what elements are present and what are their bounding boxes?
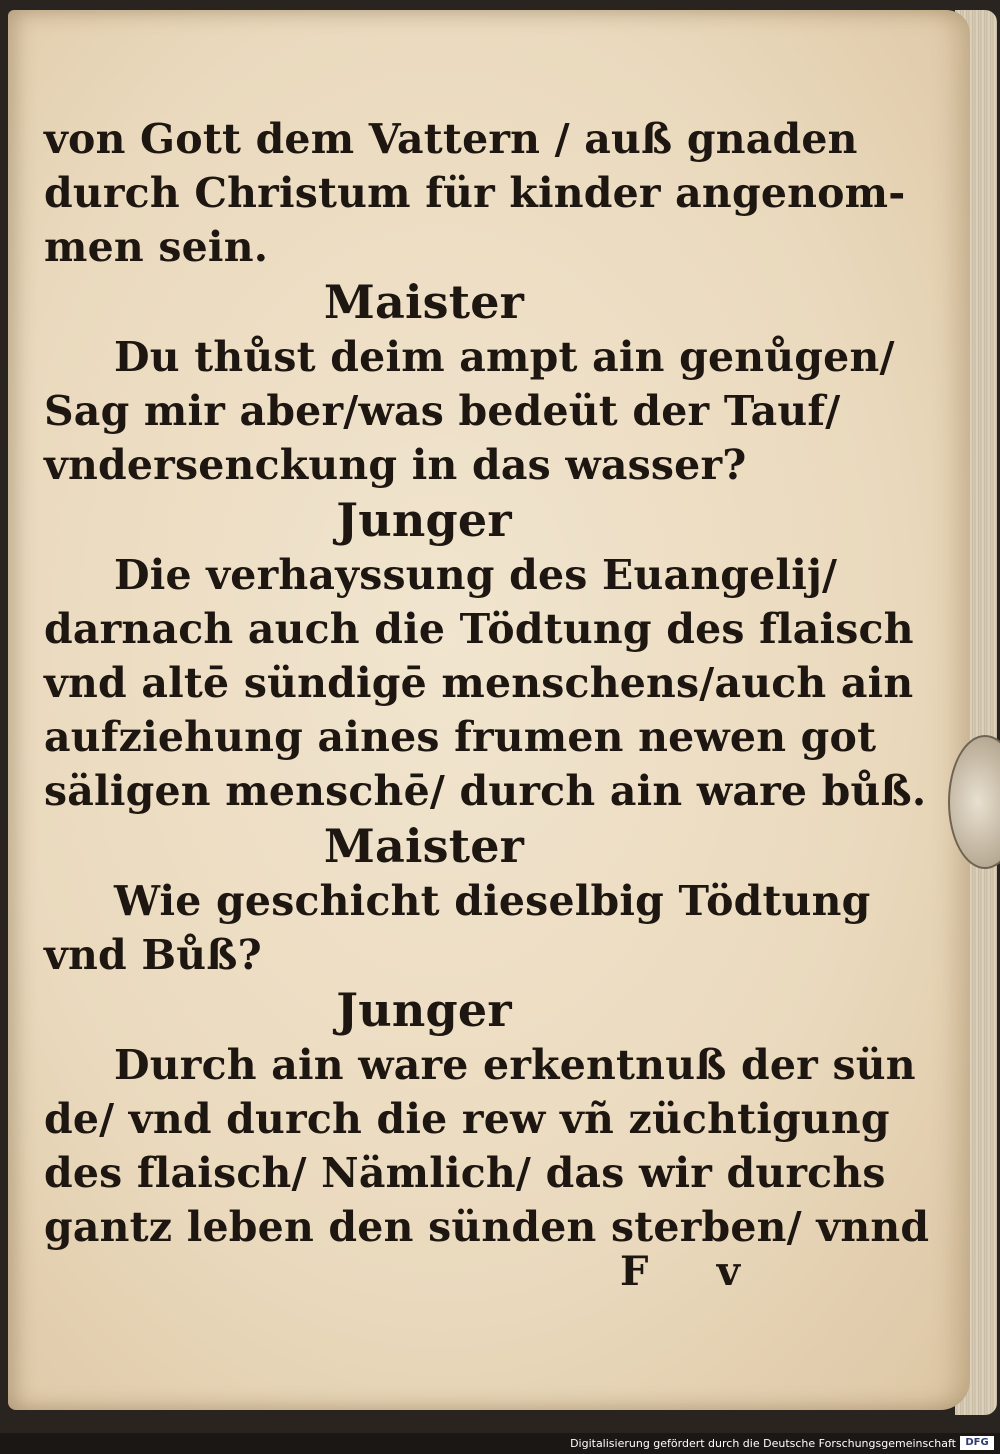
text-line: durch Christum für kinder angenom- (44, 169, 906, 217)
text-line: vndersenckung in das wasser? (44, 441, 747, 489)
signature-letter: F (620, 1248, 649, 1295)
speaker-heading: Junger (336, 493, 512, 547)
text-line: Durch ain ware erkentnuß der sün (114, 1041, 916, 1089)
speaker-heading: Maister (323, 819, 525, 873)
footer-credit: Digitalisierung gefördert durch die Deutsche Forschungsgemeinschaft (570, 1437, 956, 1450)
footer-bar (0, 1433, 1000, 1454)
text-line: men sein. (44, 223, 269, 271)
dfg-logo: DFG (960, 1436, 994, 1450)
blackletter-text-block (44, 112, 930, 1254)
text-line: vnd altē sündigē menschens/auch ain (44, 659, 914, 707)
text-line: Du thůst deim ampt ain genůgen/ (114, 333, 895, 381)
text-line: Sag mir aber/was bedeüt der Tauf/ (44, 387, 841, 435)
text-line: säligen menschē/ durch ain ware bůß. (44, 767, 927, 815)
speaker-heading: Maister (323, 275, 525, 329)
text-line: Die verhayssung des Euangelij/ (114, 551, 838, 599)
text-line: aufziehung aines frumen newen got (44, 713, 877, 761)
text-line: darnach auch die Tödtung des flaisch (44, 605, 914, 653)
text-line: Wie geschicht dieselbig Tödtung (114, 877, 871, 925)
text-line: de/ vnd durch die rew vñ züchtigung (44, 1095, 890, 1143)
text-line: gantz leben den sünden sterben/ vnnd (44, 1203, 930, 1251)
speaker-heading: Junger (336, 983, 512, 1037)
text-line: des flaisch/ Nämlich/ das wir durchs (44, 1149, 886, 1197)
signature-numeral: v (716, 1248, 740, 1295)
text-line: vnd Bůß? (44, 931, 262, 979)
text-line: von Gott dem Vattern / auß gnaden (44, 115, 858, 163)
signature-mark (620, 1248, 740, 1295)
